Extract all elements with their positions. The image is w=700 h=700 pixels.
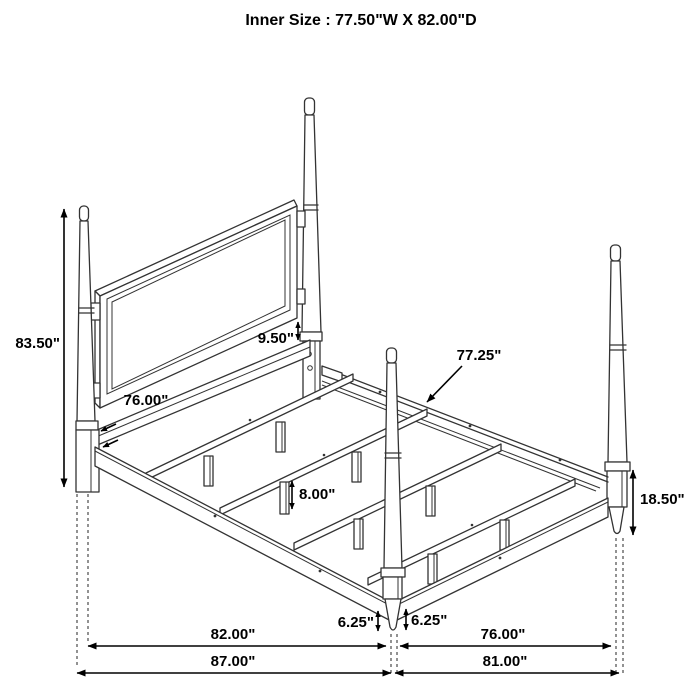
dim-footboard-post: 18.50" bbox=[640, 491, 685, 508]
headboard-panel bbox=[91, 200, 305, 408]
near-side-rail bbox=[95, 447, 393, 622]
dim-side-rail: 77.25" bbox=[456, 347, 502, 364]
dim-width-overall: 87.00" bbox=[210, 653, 256, 670]
dim-headboard-gap: 9.50" bbox=[257, 330, 294, 347]
footboard-right-post bbox=[605, 245, 630, 534]
dim-post-height: 83.50" bbox=[15, 335, 60, 352]
dim-slat-leg: 8.00" bbox=[299, 486, 336, 503]
dim-headboard-rail: 76.00" bbox=[123, 392, 169, 409]
dim-depth-inner: 76.00" bbox=[480, 626, 526, 643]
footboard-left-post bbox=[381, 348, 405, 630]
dim-depth-overall: 81.00" bbox=[482, 653, 528, 670]
dim-foot-right: 6.25" bbox=[411, 612, 448, 629]
far-side-rail bbox=[322, 366, 608, 491]
dim-foot-left: 6.25" bbox=[337, 614, 374, 631]
dim-width-inner: 82.00" bbox=[210, 626, 256, 643]
bed-line-art bbox=[76, 98, 630, 630]
dimension-annotations bbox=[15, 209, 684, 673]
diagram-title: Inner Size : 77.50"W X 82.00"D bbox=[245, 12, 477, 29]
